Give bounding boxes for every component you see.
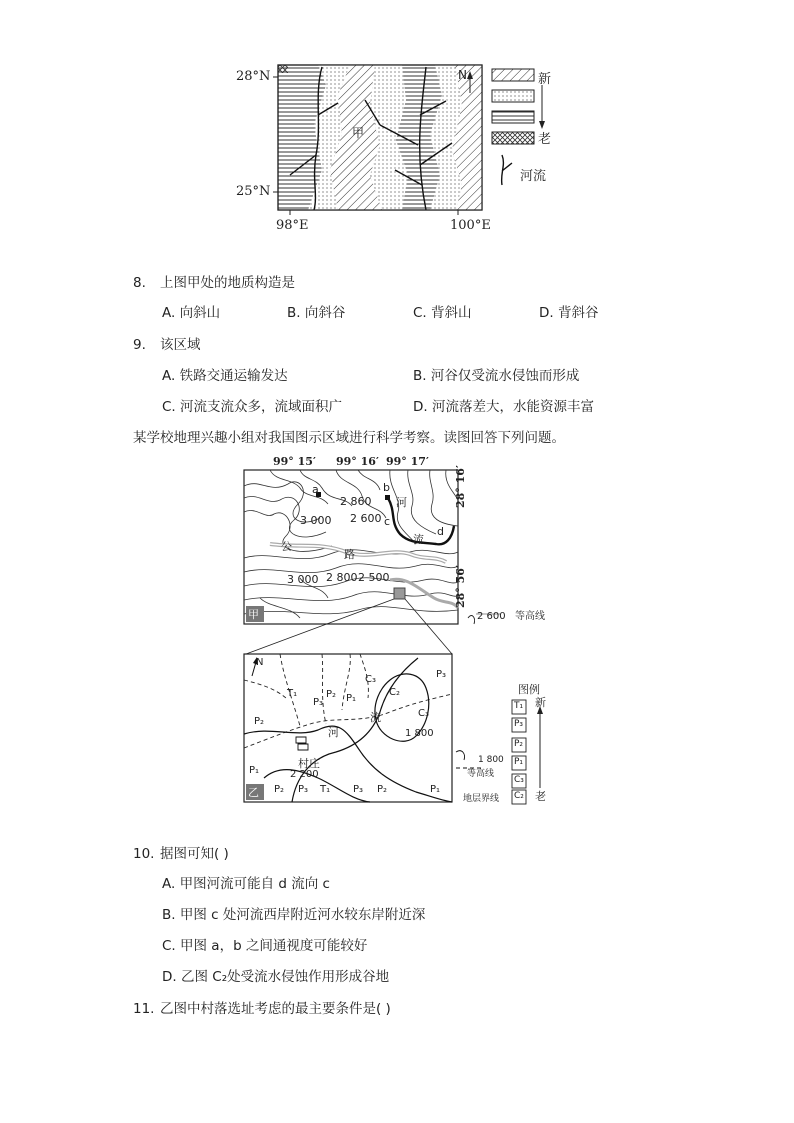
map-yi-north: N [256,657,264,668]
strata-legend-item: C₃ [514,775,524,785]
legend-old-label: 老 [538,132,552,147]
stratum-label-7: P₃ [436,669,447,680]
q9-stem: 该区域 [160,337,201,353]
q8-stem: 上图甲处的地质构造是 [160,275,295,291]
map-yi-contour-2: 2 200 [290,769,319,780]
contour-label-2: 3 000 [300,514,332,527]
map-jia-tag: 甲 [248,608,259,621]
stratum-label-6: C₂ [389,687,400,698]
map-yi-contour-1: 1 800 [405,728,434,739]
q10-option-b: B. 甲图 c 处河流西岸附近河水较东岸附近深 [162,907,426,923]
north-label: N [458,68,467,82]
q9-number: 9. [133,337,146,353]
contour-label-3: 2 600 [350,512,382,525]
stratum-label-5: C₃ [365,674,376,685]
strata-legend-item: C₂ [514,791,524,801]
map-yi-river-1: 河 [328,726,339,739]
map-yi-legend-boundary-label: 地层界线 [463,794,500,804]
intro-text: 某学校地理兴趣小组对我国图示区域进行科学考察。读图回答下列问题。 [133,430,565,446]
lon-label-2: 99° 16′ [336,455,379,468]
q10-option-c: C. 甲图 a，b 之间通视度可能较好 [162,938,368,954]
point-d: d [437,525,444,538]
map-yi-legend-contour-label: 等高线 [467,769,495,779]
stratum-label-8: C₃ [418,708,429,719]
legend-river-label: 河流 [520,169,547,184]
lon-label-1: 99° 15′ [273,455,316,468]
river-label-2: 流 [413,533,424,546]
village-label: 村庄 [298,757,320,770]
stratum-label-1: T₁ [287,688,298,699]
q8-option-b: B. 向斜谷 [287,305,346,321]
lat-label-1: 28° 16′ [454,465,467,508]
q8-option-a: A. 向斜山 [162,305,221,321]
strata-legend-item: T₁ [514,701,524,711]
stratum-label-16: P₁ [430,784,441,795]
map-yi-river-2: 流 [370,711,381,724]
stratum-label-15: P₂ [377,784,388,795]
road-label-1: 公 [281,540,292,553]
stratum-label-14: P₃ [353,784,364,795]
point-b: b [383,481,390,494]
lat-label-top: 28°N [236,69,271,84]
stratum-label-13: T₁ [320,784,331,795]
road-label-2: 路 [344,548,355,561]
q10-number: 10. [133,846,155,862]
lat-label-bottom: 25°N [236,184,271,199]
map-jia-legend-value: 2 600 [477,611,506,622]
point-jia-label: 甲 [352,126,365,140]
stratum-label-11: P₂ [274,784,285,795]
lon-label-3: 99° 17′ [386,455,429,468]
q9-option-b: B. 河谷仅受流水侵蚀而形成 [413,368,580,384]
q9-option-a: A. 铁路交通运输发达 [162,368,288,384]
q8-option-c: C. 背斜山 [413,305,472,321]
lat-label-2: 28° 56′ [454,565,467,608]
q11-number: 11. [133,1001,155,1017]
point-a: a [312,483,319,496]
lon-label-left: 98°E [276,218,309,233]
strata-legend-item: P₁ [514,757,524,767]
lon-label-right: 100°E [450,218,491,233]
legend-new-label: 新 [538,72,552,87]
map-yi-legend-contour-value: 1 800 [478,755,504,765]
strata-legend-new: 新 [535,696,546,709]
q8-number: 8. [133,275,146,291]
stratum-label-3: P₃ [313,697,324,708]
map-yi-tag: 乙 [248,786,259,799]
q8-option-d: D. 背斜谷 [539,305,599,321]
contour-label-4: 3 000 [287,573,319,586]
q10-stem: 据图可知( ) [160,846,229,862]
stratum-label-12: P₃ [298,784,309,795]
q9-option-d: D. 河流落差大，水能资源丰富 [413,399,594,415]
map-jia-legend-label: 等高线 [515,611,545,622]
q11-stem: 乙图中村落选址考虑的最主要条件是( ) [160,1001,391,1017]
contour-label-5: 2 800 [326,571,358,584]
point-c: c [384,515,391,528]
river-label-1: 河 [396,496,407,509]
stratum-label-2: P₂ [254,716,265,727]
q10-option-d: D. 乙图 C₂处受流水侵蚀作用形成谷地 [162,969,390,985]
strata-legend-item: P₂ [514,739,524,749]
stratum-label-9: P₂ [326,689,337,700]
contour-label-6: 2 500 [358,571,390,584]
geology-map-figure [230,55,570,240]
q9-option-c: C. 河流支流众多，流域面积广 [162,399,343,415]
strata-legend-old: 老 [535,790,546,803]
contour-label-1: 2 860 [340,495,372,508]
q10-option-a: A. 甲图河流可能自 d 流向 c [162,876,330,892]
strata-legend-title: 图例 [518,683,540,696]
stratum-label-4: P₁ [346,693,357,704]
strata-legend-item: P₃ [514,719,524,729]
stratum-label-10: P₁ [249,765,260,776]
